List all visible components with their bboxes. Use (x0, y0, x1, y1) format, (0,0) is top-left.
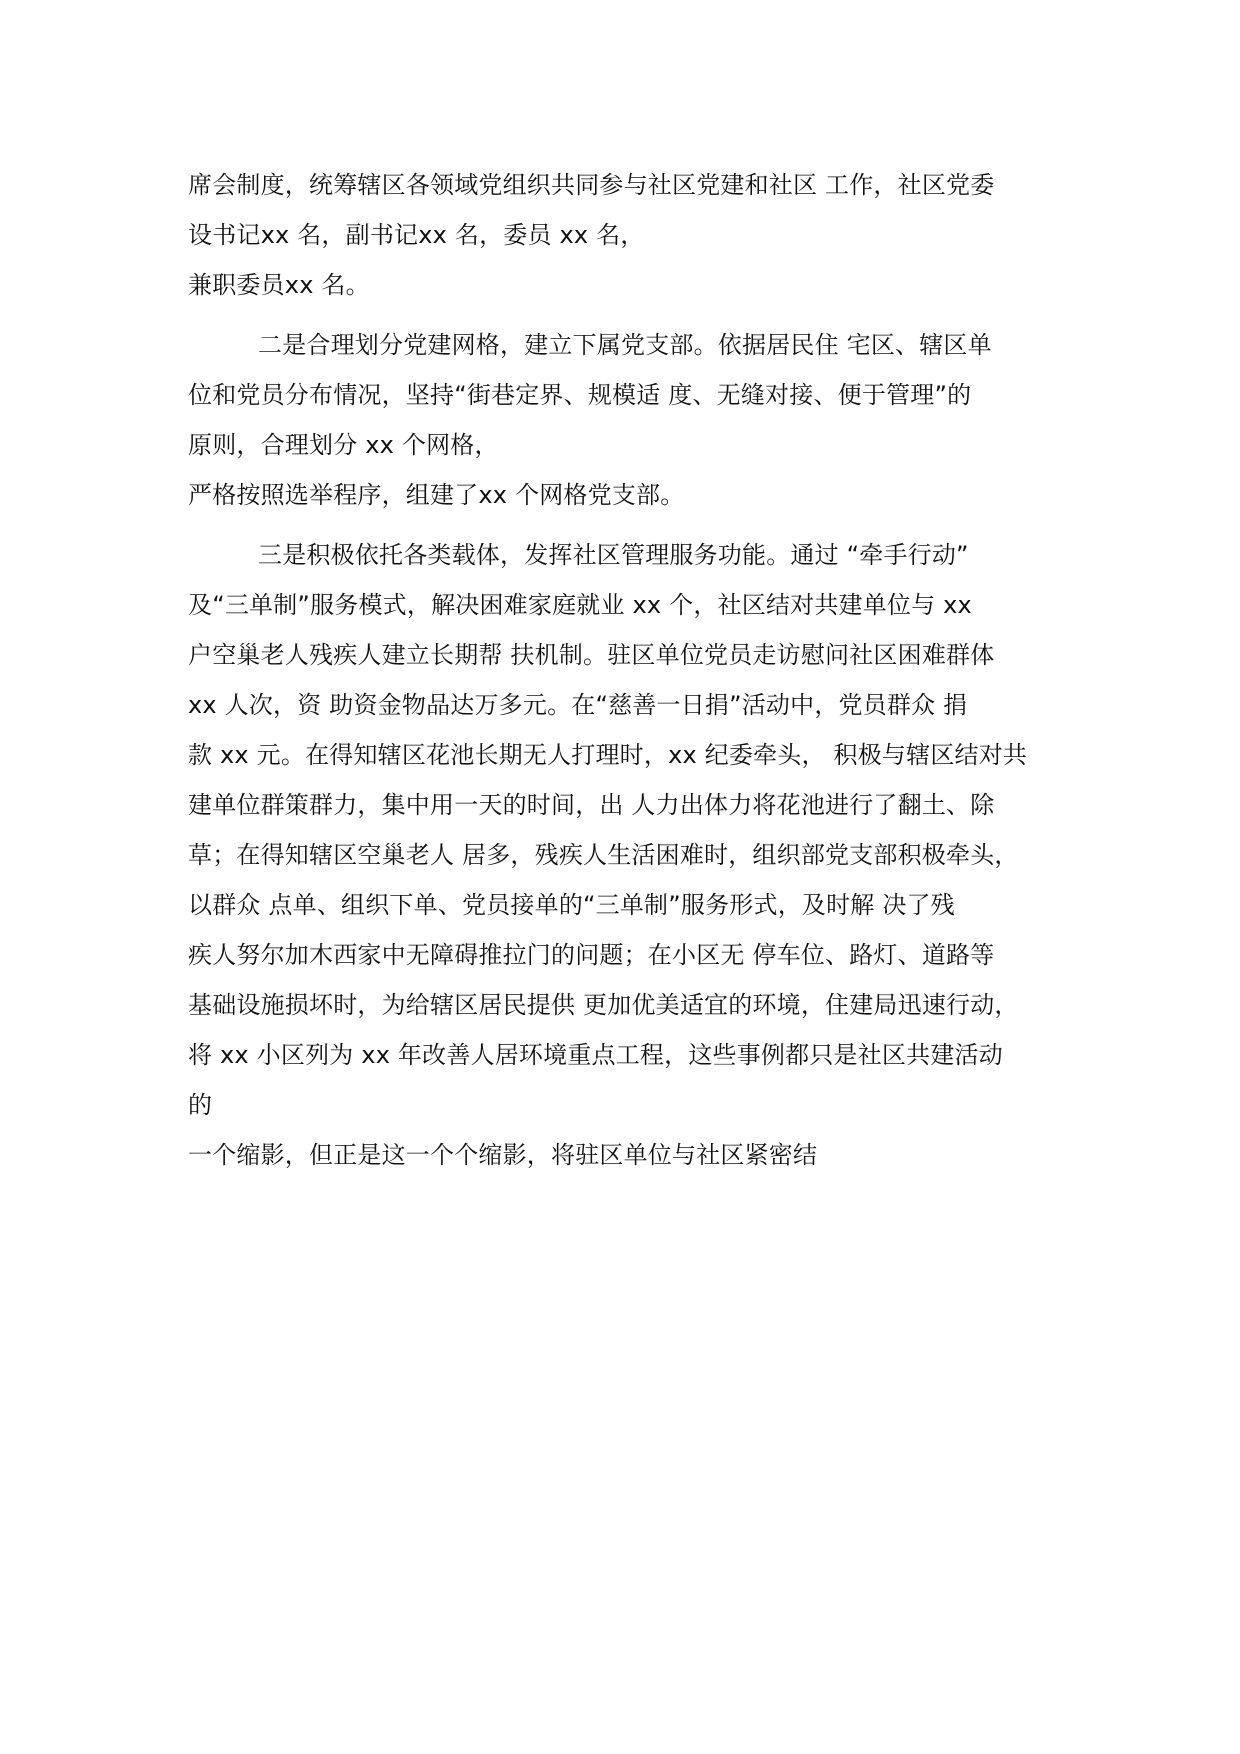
text-line: 草；在得知辖区空巢老人 居多，残疾人生活困难时，组织部党支部积极牵头， (188, 841, 1019, 869)
text-line: 疾人努尔加木西家中无障碍推拉门的问题；在小区无 停车位、路灯、道路等 (188, 941, 995, 969)
text-line: 建单位群策群力，集中用一天的时间，出 人力出体力将花池进行了翻土、除 (188, 791, 995, 819)
paragraph-2 (188, 320, 1088, 520)
document-body (188, 160, 1088, 1180)
text-line: 一个缩影，但正是这一个个缩影，将驻区单位与社区紧密结 (188, 1141, 818, 1169)
text-line: 以群众 点单、组织下单、党员接单的“三单制”服务形式，及时解 决了残 (188, 891, 955, 919)
text-line: 及“三单制”服务模式，解决困难家庭就业 xx 个，社区结对共建单位与 xx (188, 591, 972, 619)
text-line: 户空巢老人残疾人建立长期帮 扶机制。驻区单位党员走访慰问社区困难群体 (188, 641, 995, 669)
text-line: 将 xx 小区列为 xx 年改善人居环境重点工程，这些事例都只是社区共建活动 (188, 1041, 1003, 1069)
text-line: 原则，合理划分 xx 个网格， (188, 431, 499, 459)
text-line: xx 人次，资 助资金物品达万多元。在“慈善一日捐”活动中，党员群众 捐 (188, 691, 968, 719)
text-line: 二是合理划分党建网格，建立下属党支部。依据居民住 宅区、辖区单 (258, 331, 992, 359)
paragraph-3 (188, 530, 1088, 1180)
text-line: 基础设施损坏时，为给辖区居民提供 更加优美适宜的环境，住建局迅速行动， (188, 991, 1019, 1019)
text-line: 席会制度，统筹辖区各领域党组织共同参与社区党建和社区 工作，社区党委 (188, 171, 995, 199)
text-line: 位和党员分布情况，坚持“街巷定界、规模适 度、无缝对接、便于管理”的 (188, 381, 972, 409)
text-line: 的 (188, 1091, 213, 1119)
paragraph-1 (188, 160, 1088, 310)
text-line: 兼职委员xx 名。 (188, 271, 370, 299)
text-line: 三是积极依托各类载体，发挥社区管理服务功能。通过 “牵手行动” (258, 541, 969, 569)
text-line: 设书记xx 名，副书记xx 名，委员 xx 名， (188, 221, 645, 249)
text-line: 款 xx 元。在得知辖区花池长期无人打理时，xx 纪委牵头， 积极与辖区结对共 (188, 741, 1028, 769)
text-line: 严格按照选举程序，组建了xx 个网格党支部。 (188, 481, 685, 509)
